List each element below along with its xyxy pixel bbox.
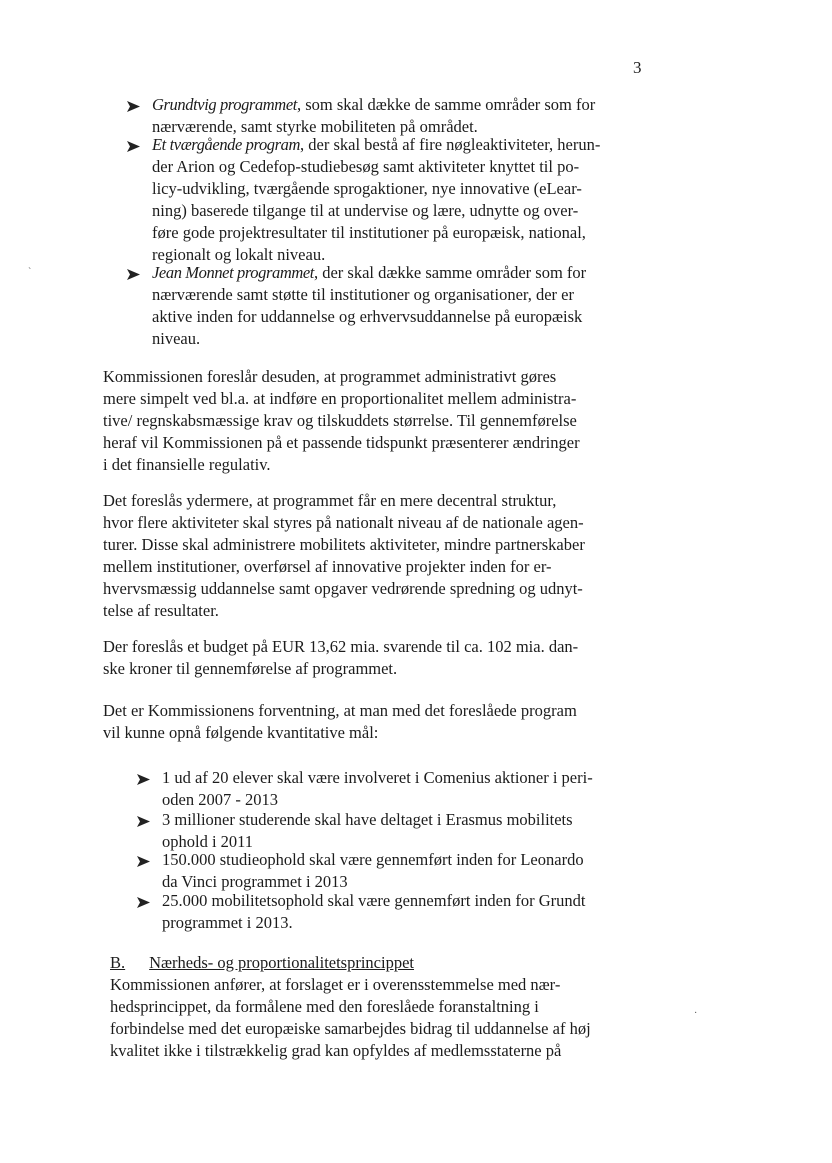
- list-item-text: ophold i 2011: [162, 832, 254, 851]
- paragraph-line: kvalitet ikke i tilstrækkelig grad kan opfyldes af medlemsstaterne på: [110, 1041, 562, 1060]
- paragraph: [103, 366, 580, 476]
- section-b: [110, 952, 414, 974]
- paragraph-line: hedsprincippet, da formålene med den foreslåede foranstaltning i: [110, 997, 539, 1016]
- section-label: B.: [110, 953, 126, 972]
- list-item-text: 150.000 studieophold skal være gennemført inden for Leonardo: [162, 850, 584, 869]
- scan-mark: ·: [694, 1008, 698, 1019]
- list-item-text: , der skal dække samme områder som for: [313, 263, 587, 282]
- paragraph-line: Der foreslås et budget på EUR 13,62 mia. svarende til ca. 102 mia. dan-: [103, 637, 579, 656]
- list-item-text: niveau.: [152, 329, 201, 348]
- paragraph-line: forbindelse med det europæiske samarbejdes bidrag til uddannelse af høj: [110, 1019, 591, 1038]
- paragraph-line: telse af resultater.: [103, 601, 219, 620]
- paragraph-line: ske kroner til gennemførelse af programmet.: [103, 659, 398, 678]
- paragraph-line: Det er Kommissionens forventning, at man med det foreslåede program: [103, 701, 577, 720]
- list-item-text: 1 ud af 20 elever skal være involveret i Comenius aktioner i peri-: [162, 768, 593, 787]
- paragraph-line: Kommissionen foreslår desuden, at programmet administrativt gøres: [103, 367, 557, 386]
- section-heading: [110, 952, 414, 974]
- list-item-text: programmet i 2013.: [162, 913, 293, 932]
- paragraph: [103, 700, 577, 744]
- paragraph-line: hvervsmæssig uddannelse samt opgaver vedrørende spredning og udnyt-: [103, 579, 583, 598]
- arrow-bullet-icon: [136, 773, 151, 786]
- list-item-text: ning) baserede tilgange til at undervise og lære, udnytte og over-: [152, 201, 579, 220]
- section-title: Nærheds- og proportionalitetsprincippet: [149, 953, 415, 972]
- arrow-bullet-icon: [126, 100, 141, 113]
- list-item-text: regionalt og lokalt niveau.: [152, 245, 326, 264]
- paragraph-line: hvor flere aktiviteter skal styres på nationalt niveau af de nationale agen-: [103, 513, 584, 532]
- list-item-text: 25.000 mobilitetsophold skal være gennemført inden for Grundt: [162, 891, 586, 910]
- paragraph-line: Det foreslås ydermere, at programmet får en mere decentral struktur,: [103, 491, 557, 510]
- paragraph: [103, 490, 585, 622]
- list-item-text: aktive inden for uddannelse og erhvervsuddannelse på europæisk: [152, 307, 583, 326]
- scan-mark: ˴: [28, 262, 32, 273]
- list-item-text: da Vinci programmet i 2013: [162, 872, 348, 891]
- list-item-text: , der skal bestå af fire nøgleaktiviteter, herun-: [300, 135, 601, 154]
- paragraph-line: heraf vil Kommissionen på et passende tidspunkt præsenterer ændringer: [103, 433, 580, 452]
- programme-name: Grundtvig programmet: [152, 95, 297, 114]
- list-item-text: 3 millioner studerende skal have deltaget i Erasmus mobilitets: [162, 810, 573, 829]
- paragraph-line: tive/ regnskabsmæssige krav og tilskuddets størrelse. Til gennemførelse: [103, 411, 577, 430]
- paragraph-line: vil kunne opnå følgende kvantitative mål:: [103, 723, 379, 742]
- arrow-bullet-icon: [126, 268, 141, 281]
- paragraph: [110, 974, 591, 1062]
- list-item-text: oden 2007 - 2013: [162, 790, 278, 809]
- list-item-text: nærværende, samt styrke mobiliteten på området.: [152, 117, 478, 136]
- arrow-bullet-icon: [126, 140, 141, 153]
- paragraph-line: Kommissionen anfører, at forslaget er i overensstemmelse med nær-: [110, 975, 561, 994]
- programme-name: Et tværgående program: [152, 135, 301, 154]
- list-item-text: der Arion og Cedefop-studiebesøg samt aktiviteter knyttet til po-: [152, 157, 580, 176]
- paragraph-line: i det finansielle regulativ.: [103, 455, 271, 474]
- paragraph-line: turer. Disse skal administrere mobilitets aktiviteter, mindre partnerskaber: [103, 535, 585, 554]
- list-item-text: licy-udvikling, tværgående sprogaktioner, nye innovative (eLear-: [152, 179, 582, 198]
- list-item-text: , som skal dække de samme områder som for: [296, 95, 596, 114]
- paragraph-line: mellem institutioner, overførsel af innovative projekter inden for er-: [103, 557, 552, 576]
- paragraph-line: mere simpelt ved bl.a. at indføre en proportionalitet mellem administra-: [103, 389, 577, 408]
- arrow-bullet-icon: [136, 896, 151, 909]
- paragraph: [103, 636, 578, 680]
- arrow-bullet-icon: [136, 815, 151, 828]
- list-item-text: føre gode projektresultater til institutioner på europæisk, national,: [152, 223, 586, 242]
- list-item-text: nærværende samt støtte til institutioner og organisationer, der er: [152, 285, 574, 304]
- arrow-bullet-icon: [136, 855, 151, 868]
- programme-name: Jean Monnet programmet: [152, 263, 314, 282]
- page-number: 3: [633, 58, 642, 77]
